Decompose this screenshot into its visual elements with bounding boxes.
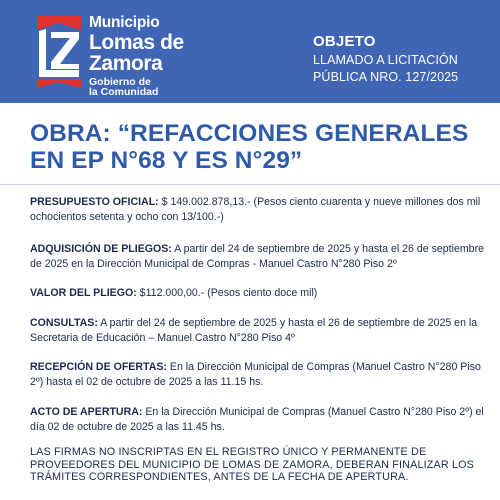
objeto-title: OBJETO bbox=[313, 33, 376, 50]
objeto-line-1: LLAMADO A LICITACIÓN bbox=[313, 53, 458, 67]
section-recepcion bbox=[30, 360, 490, 390]
apertura-label: ACTO DE APERTURA: bbox=[30, 406, 143, 418]
objeto-block bbox=[313, 33, 458, 84]
logo-line-comunidad: la Comunidad bbox=[89, 86, 159, 98]
lz-municipal-logo-icon bbox=[37, 16, 81, 88]
consultas-text: A partir del 24 de septiembre de 2025 y hasta el 26 de septiembre de 2025 en la Secretaria de Educación – Manuel Castro N°280 Piso 4º bbox=[30, 317, 478, 344]
recepcion-label: RECEPCIÓN DE OFERTAS: bbox=[30, 361, 167, 373]
recepcion-text: En la Dirección Municipal de Compras (Manuel Castro N°280 Piso 2º) hasta el 02 de octubre de 2025 a las 11.15 hs. bbox=[30, 361, 481, 388]
apertura-text: En la Dirección Municipal de Compras (Manuel Castro N°280 Piso 2º) el día 02 de octubre de 2025 a las 11.45 hs. bbox=[30, 406, 484, 433]
municipio-name bbox=[89, 15, 184, 98]
valor-label: VALOR DEL PLIEGO: bbox=[30, 287, 137, 299]
consultas-label: CONSULTAS: bbox=[30, 317, 98, 329]
footer-notice: LAS FIRMAS NO INSCRIPTAS EN EL REGISTRO ÚNICO Y PERMANENTE DE PROVEEDORES DEL MUNICIPIO DE LOMAS DE ZAMORA, DEBERAN FINALIZAR LOS TRÁMITES CORRESPONDIENTES, ANTES DE LA FECHA DE APERTURA. bbox=[30, 446, 475, 483]
logo-line-gobierno: Gobierno de bbox=[89, 75, 151, 88]
obra-title-line-1: OBRA: “REFACCIONES GENERALES bbox=[30, 120, 469, 147]
logo-line-zamora: Zamora bbox=[89, 51, 163, 75]
section-consultas bbox=[30, 316, 490, 346]
valor-text: $112.000,00.- (Pesos ciento doce mil) bbox=[136, 287, 318, 299]
logo-line-lomas: Lomas de bbox=[89, 30, 184, 54]
section-valor bbox=[30, 286, 317, 301]
section-adquisicion bbox=[30, 242, 490, 272]
presupuesto-text: $ 149.002.878,13.- (Pesos ciento cuarenta y nueve millones dos mil ochocientos setenta y ocho con 13/100.-) bbox=[30, 196, 481, 223]
logo-line-municipio: Municipio bbox=[89, 14, 160, 31]
obra-title bbox=[30, 120, 490, 174]
section-presupuesto bbox=[30, 195, 490, 225]
objeto-line-2: PÚBLICA NRO. 127/2025 bbox=[313, 70, 459, 84]
title-divider bbox=[0, 184, 500, 185]
header-banner bbox=[0, 0, 500, 103]
obra-title-line-2: EN EP N°68 Y ES N°29” bbox=[30, 147, 303, 174]
presupuesto-label: PRESUPUESTO OFICIAL: bbox=[30, 196, 159, 208]
adquisicion-label: ADQUISICIÓN DE PLIEGOS: bbox=[30, 243, 172, 255]
adquisicion-text: A partir del 24 de septiembre de 2025 y hasta el 26 de septiembre de 2025 en la Dirección Municipal de Compras - Manuel Castro N°280 Piso 2º bbox=[30, 243, 484, 270]
section-apertura bbox=[30, 405, 490, 435]
